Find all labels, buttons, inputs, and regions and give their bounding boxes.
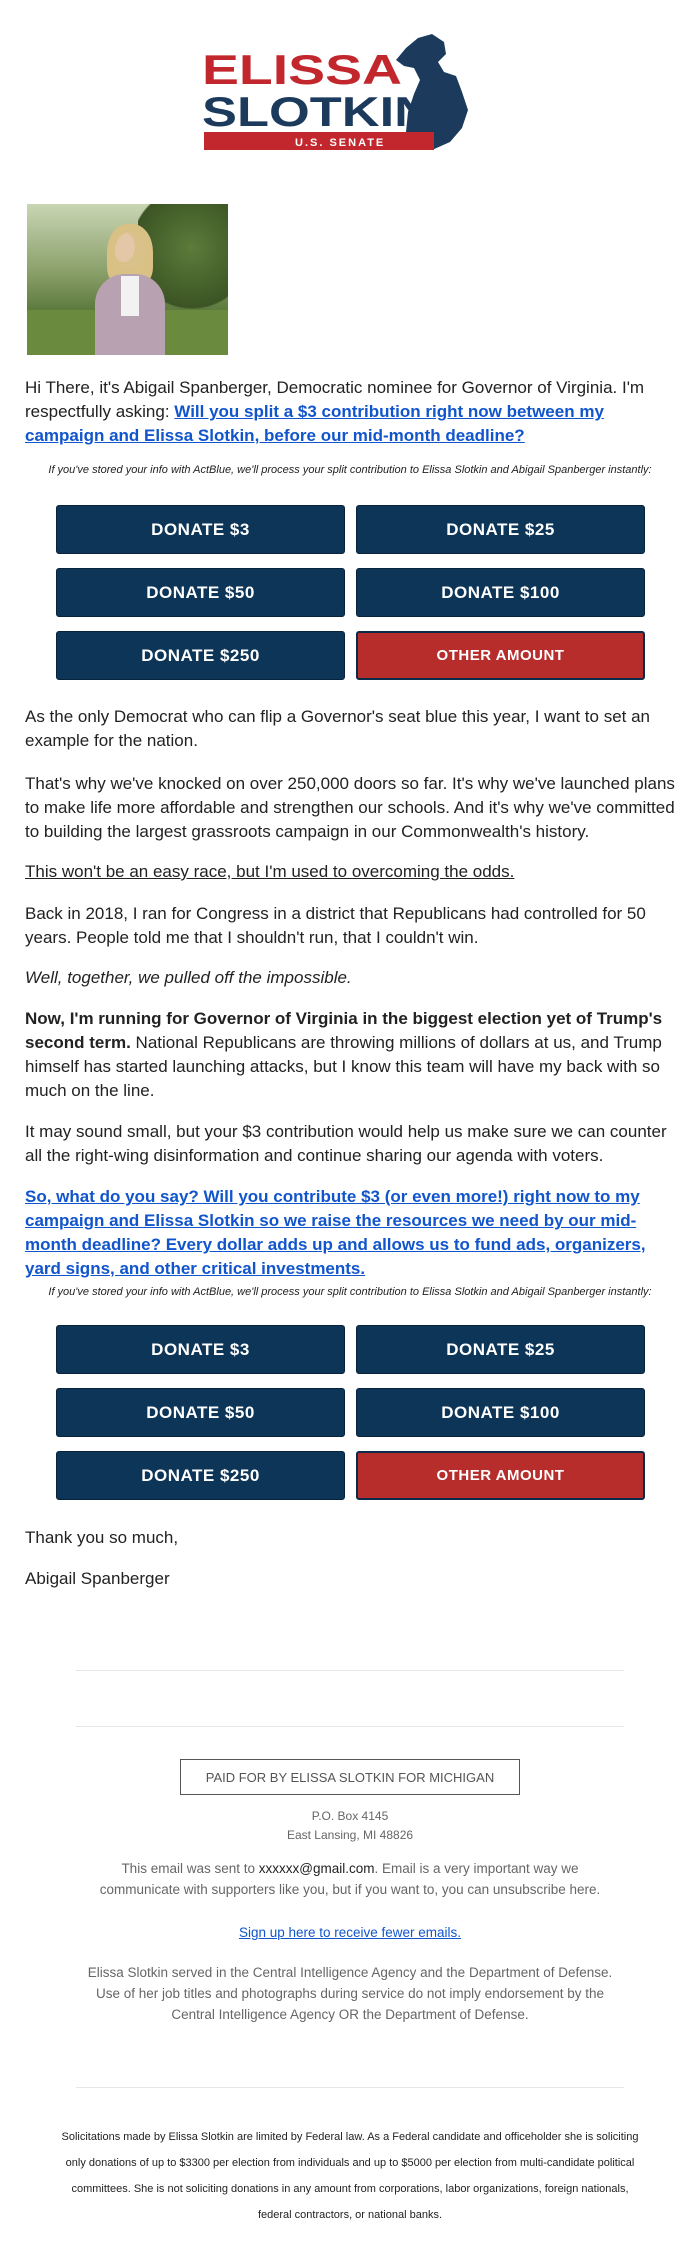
fewer-emails xyxy=(0,1922,700,1943)
intro-paragraph: Hi There, it's Abigail Spanberger, Democratic nominee for Governor of Virginia. I'm respectfully asking: Will you split a $3 contribution right now between my campaign and Elissa Slotkin, before our mid-month deadline? xyxy=(25,378,645,445)
body-paragraph-6: Now, I'm running for Governor of Virginia in the biggest election yet of Trump's second term. National Republicans are throwing millions of dollars at us, and Trump himself has started launching attacks, but I know this team will have my back with so much on the line. xyxy=(25,1009,663,1100)
actblue-notice-2: If you've stored your info with ActBlue, we'll process your split contribution to Elissa Slotkin and Abigail Spanberger instantly: xyxy=(48,1286,652,1298)
body-paragraph-3: This won't be an easy race, but I'm used to overcoming the odds. xyxy=(25,862,515,881)
campaign-logo xyxy=(200,32,500,162)
donate-25-button[interactable]: DONATE $25 xyxy=(356,1325,645,1374)
sent-to-notice: This email was sent to xxxxxx@gmail.com. Email is a very important way we communicate with supporters like you, but if you want to, you can unsubscribe here. xyxy=(99,1861,601,1897)
split-contribution-link[interactable]: Will you split a $3 contribution right now between my campaign and Elissa Slotkin, before our mid-month deadline? xyxy=(25,402,604,445)
recipient-email: xxxxxx@gmail.com xyxy=(258,1861,375,1876)
address-line-1: P.O. Box 4145 xyxy=(311,1809,389,1823)
contribute-link[interactable]: So, what do you say? Will you contribute $3 (or even more!) right now to my campaign and Elissa Slotkin so we raise the resources we need by our mid-month deadline? Every dollar adds up and allows us to fund ads, organizers, yard signs, and other critical investments. xyxy=(25,1187,646,1278)
actblue-notice: If you've stored your info with ActBlue, we'll process your split contribution to Elissa Slotkin and Abigail Spanberger instantly: xyxy=(48,464,652,476)
candidate-photo xyxy=(27,204,228,355)
donate-50-button[interactable]: DONATE $50 xyxy=(56,1388,345,1437)
body-paragraph-8 xyxy=(25,1185,675,1281)
donate-250-button[interactable]: DONATE $250 xyxy=(56,631,345,680)
body-paragraph-1: As the only Democrat who can flip a Governor's seat blue this year, I want to set an example for the nation. xyxy=(25,707,651,750)
footer-divider xyxy=(76,2087,624,2088)
donate-3-button[interactable]: DONATE $3 xyxy=(56,505,345,554)
legal-disclaimer: Solicitations made by Elissa Slotkin are limited by Federal law. As a Federal candidate and officeholder she is soliciting only donations of up to $3300 per election from individuals and up to $5000 per election from multi-candidate political committees. She is not soliciting donations in any amount from corporations, labor organizations, foreign nationals, federal contractors, or national banks. xyxy=(61,2131,639,2221)
footer-divider xyxy=(76,1726,624,1727)
signoff-thanks: Thank you so much, xyxy=(25,1528,179,1547)
donate-100-button[interactable]: DONATE $100 xyxy=(356,1388,645,1437)
fewer-emails-link[interactable]: Sign up here to receive fewer emails. xyxy=(238,1925,462,1940)
signoff-name: Abigail Spanberger xyxy=(25,1569,170,1588)
donate-250-button[interactable]: DONATE $250 xyxy=(56,1451,345,1500)
body-paragraph-5: Well, together, we pulled off the impossible. xyxy=(25,968,352,987)
body-paragraph-4: Back in 2018, I ran for Congress in a district that Republicans had controlled for 50 years. People told me that I shouldn't run, that I couldn't win. xyxy=(25,904,646,947)
service-disclaimer: Elissa Slotkin served in the Central Intelligence Agency and the Department of Defense. Use of her job titles and photographs during service do not imply endorsement by the Central Intelligence Agency OR the Department of Defense. xyxy=(87,1965,613,2022)
logo-office: U.S. SENATE xyxy=(295,137,386,149)
logo-last-name: SLOTKIN xyxy=(202,88,432,135)
logo-first-name: ELISSA xyxy=(202,46,402,93)
address-line-2: East Lansing, MI 48826 xyxy=(286,1828,414,1842)
donate-100-button[interactable]: DONATE $100 xyxy=(356,568,645,617)
footer-divider xyxy=(76,1670,624,1671)
body-paragraph-2: That's why we've knocked on over 250,000 doors so far. It's why we've launched plans to make life more affordable and strengthen our schools. And it's why we've committed to building the largest grassroots campaign in our Commonwealth's history. xyxy=(25,774,675,841)
donate-50-button[interactable]: DONATE $50 xyxy=(56,568,345,617)
donate-3-button[interactable]: DONATE $3 xyxy=(56,1325,345,1374)
other-amount-button[interactable]: OTHER AMOUNT xyxy=(356,1451,645,1500)
other-amount-button[interactable]: OTHER AMOUNT xyxy=(356,631,645,680)
donate-25-button[interactable]: DONATE $25 xyxy=(356,505,645,554)
paid-for-box: PAID FOR BY ELISSA SLOTKIN FOR MICHIGAN xyxy=(180,1759,520,1795)
body-paragraph-7: It may sound small, but your $3 contribution would help us make sure we can counter all the right-wing disinformation and continue sharing our agenda with voters. xyxy=(25,1122,667,1165)
